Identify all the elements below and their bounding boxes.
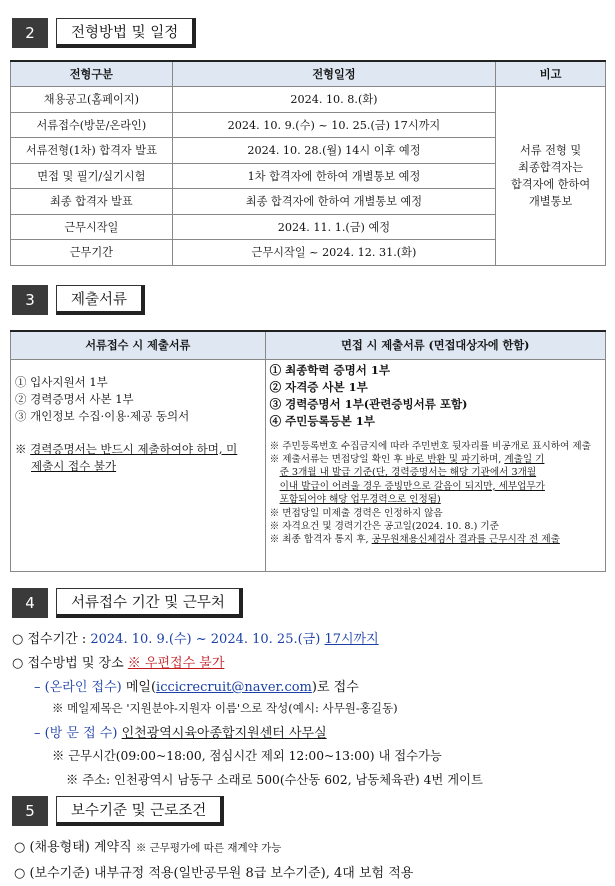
stage-cell: 근무시작일: [11, 214, 173, 240]
schedule-cell: 2024. 10. 28.(월) 14시 이후 예정: [172, 138, 495, 164]
list-item: ① 입사지원서 1부: [15, 374, 108, 389]
schedule-cell: 1차 합격자에 한하여 개별통보 예정: [172, 163, 495, 189]
remark-cell: [496, 87, 606, 266]
stage-cell: 최종 합격자 발표: [11, 189, 173, 215]
section-title: 제출서류: [56, 285, 145, 315]
employment-type-value: 계약직: [89, 840, 136, 855]
dash: –: [34, 726, 45, 741]
salary-line: [14, 862, 413, 881]
section-title: 전형방법 및 일정: [56, 18, 196, 48]
interview-note: 포함되어야 해당 업무경력으로 인정됨): [279, 494, 441, 506]
visit-hours: ※ 근무시간(09:00~18:00, 점심시간 제외 12:00~13:00) 내 접수가능: [52, 749, 442, 763]
stage-cell: 면접 및 필기/실기시험: [11, 163, 173, 189]
application-note: [15, 441, 259, 458]
list-item: ③ 개인정보 수집·이용·제공 동의서: [15, 408, 190, 423]
period-end: 17시까지: [324, 632, 379, 647]
application-docs-cell: [11, 359, 266, 571]
col-header-interview-docs: 면접 시 제출서류 (면접대상자에 한함): [265, 331, 605, 359]
schedule-table: [10, 60, 606, 266]
interview-note: [270, 453, 601, 466]
schedule-cell: 2024. 10. 9.(수) ~ 10. 25.(금) 17시까지: [172, 112, 495, 138]
visit-address: ※ 주소: 인천광역시 남동구 소래로 500(수산동 602, 남동체육관) 4번 게이트: [66, 773, 483, 787]
application-note-cont: [15, 458, 259, 475]
visit-place: 인천광역시육아종합지원센터 사무실: [121, 726, 327, 741]
remark-line: 최종합격자는: [518, 160, 583, 174]
visit-label: (방 문 접 수): [44, 726, 118, 741]
interview-note: 준 3개월 내 발급 기준(단, 경력증명서는 해당 기관에서 3개월: [279, 467, 537, 479]
note-text: ※ 최종 합격자 통지 후,: [269, 534, 372, 546]
section2-heading: [12, 18, 196, 48]
method-warning: ※ 우편접수 불가: [127, 656, 225, 671]
list-item: ② 경력증명서 사본 1부: [15, 391, 134, 406]
online-label: (온라인 접수): [44, 680, 122, 695]
section4-heading: [12, 588, 243, 618]
list-item: ② 자격증 사본 1부: [269, 379, 368, 394]
section3-heading: [12, 285, 145, 315]
col-header-application-docs: 서류접수 시 제출서류: [11, 331, 266, 359]
section-number: 2: [12, 18, 48, 48]
section-number: 3: [12, 285, 48, 315]
schedule-cell: 근무시작일 ~ 2024. 12. 31.(화): [172, 240, 495, 266]
documents-table: [10, 330, 606, 572]
note-text: 제출시 접수 불가: [31, 458, 117, 473]
interview-note: 이내 발급이 어려울 경우 증빙만으로 갈음이 되지만, 세부업무가: [279, 480, 545, 492]
employment-type-note: ※ 근무평가에 따른 재계약 가능: [135, 842, 282, 854]
stage-cell: 서류접수(방문/온라인): [11, 112, 173, 138]
note-text: 바로 반환 및 파기: [405, 453, 480, 465]
period-label: ○ 접수기간 :: [12, 632, 91, 647]
section-title: 서류접수 기간 및 근무처: [56, 588, 243, 618]
note-text: ※ 제출서류는 면접당일 확인 후: [269, 453, 406, 465]
interview-note: ※ 주민등록번호 수집금지에 따라 주민번호 뒷자리를 비공개로 표시하여 제출: [269, 440, 591, 452]
visit-line: [34, 722, 327, 741]
employment-type-label: ○ (채용형태): [14, 840, 90, 855]
section-number: 4: [12, 588, 48, 618]
note-mark: ※: [15, 441, 31, 456]
stage-cell: 서류전형(1차) 합격자 발표: [11, 138, 173, 164]
section-title: 보수기준 및 근로조건: [56, 796, 224, 826]
online-text: )로 접수: [311, 680, 359, 695]
remark-line: 합격자에 한하여: [510, 177, 591, 191]
table-row: [11, 87, 606, 113]
schedule-cell: 2024. 11. 1.(금) 예정: [172, 214, 495, 240]
online-text: 메일(: [121, 680, 157, 695]
email-link[interactable]: iccicrecruit@naver.com: [156, 680, 312, 695]
schedule-cell: 2024. 10. 8.(화): [172, 87, 495, 113]
interview-note: ※ 자격요건 및 경력기간은 공고일(2024. 10. 8.) 기준: [269, 520, 499, 532]
note-text: 하며,: [479, 453, 505, 465]
note-text: 경력증명서는 반드시 제출하여야 하며, 미: [30, 441, 238, 456]
remark-line: 개별통보: [528, 194, 573, 208]
schedule-cell: 최종 합격자에 한하여 개별통보 예정: [172, 189, 495, 215]
col-header-stage: 전형구분: [11, 61, 173, 87]
stage-cell: 근무기간: [11, 240, 173, 266]
salary-label: ○ (보수기준): [14, 866, 90, 881]
col-header-schedule: 전형일정: [172, 61, 495, 87]
employment-type-line: [14, 836, 281, 855]
online-note: ※ 메일제목은 '지원분야-지원자 이름'으로 작성(예시: 사무원-홍길동): [52, 701, 398, 715]
method-label: ○ 접수방법 및 장소: [12, 656, 128, 671]
note-text: 계출일 기: [504, 453, 545, 465]
period-line: [12, 628, 379, 647]
section5-heading: [12, 796, 224, 826]
section-number: 5: [12, 796, 48, 826]
interview-note: [270, 533, 601, 546]
col-header-remark: 비고: [496, 61, 606, 87]
online-line: [34, 676, 359, 695]
dash: –: [34, 680, 45, 695]
list-item: ③ 경력증명서 1부(관련증빙서류 포함): [269, 396, 468, 411]
remark-line: 서류 전형 및: [520, 143, 582, 157]
list-item: ④ 주민등록등본 1부: [269, 413, 375, 428]
method-line: [12, 652, 224, 671]
note-text: 공무원채용신체검사 결과를 근무시작 전 제출: [371, 534, 560, 546]
interview-docs-cell: [265, 359, 605, 571]
stage-cell: 채용공고(홈페이지): [11, 87, 173, 113]
interview-note: ※ 면접당일 미제출 경력은 인정하지 않음: [269, 507, 443, 519]
list-item: ① 최종학력 증명서 1부: [269, 362, 390, 377]
salary-value: 내부규정 적용(일반공무원 8급 보수기준), 4대 보험 적용: [89, 866, 414, 881]
period-value: 2024. 10. 9.(수) ~ 2024. 10. 25.(금): [90, 632, 325, 647]
